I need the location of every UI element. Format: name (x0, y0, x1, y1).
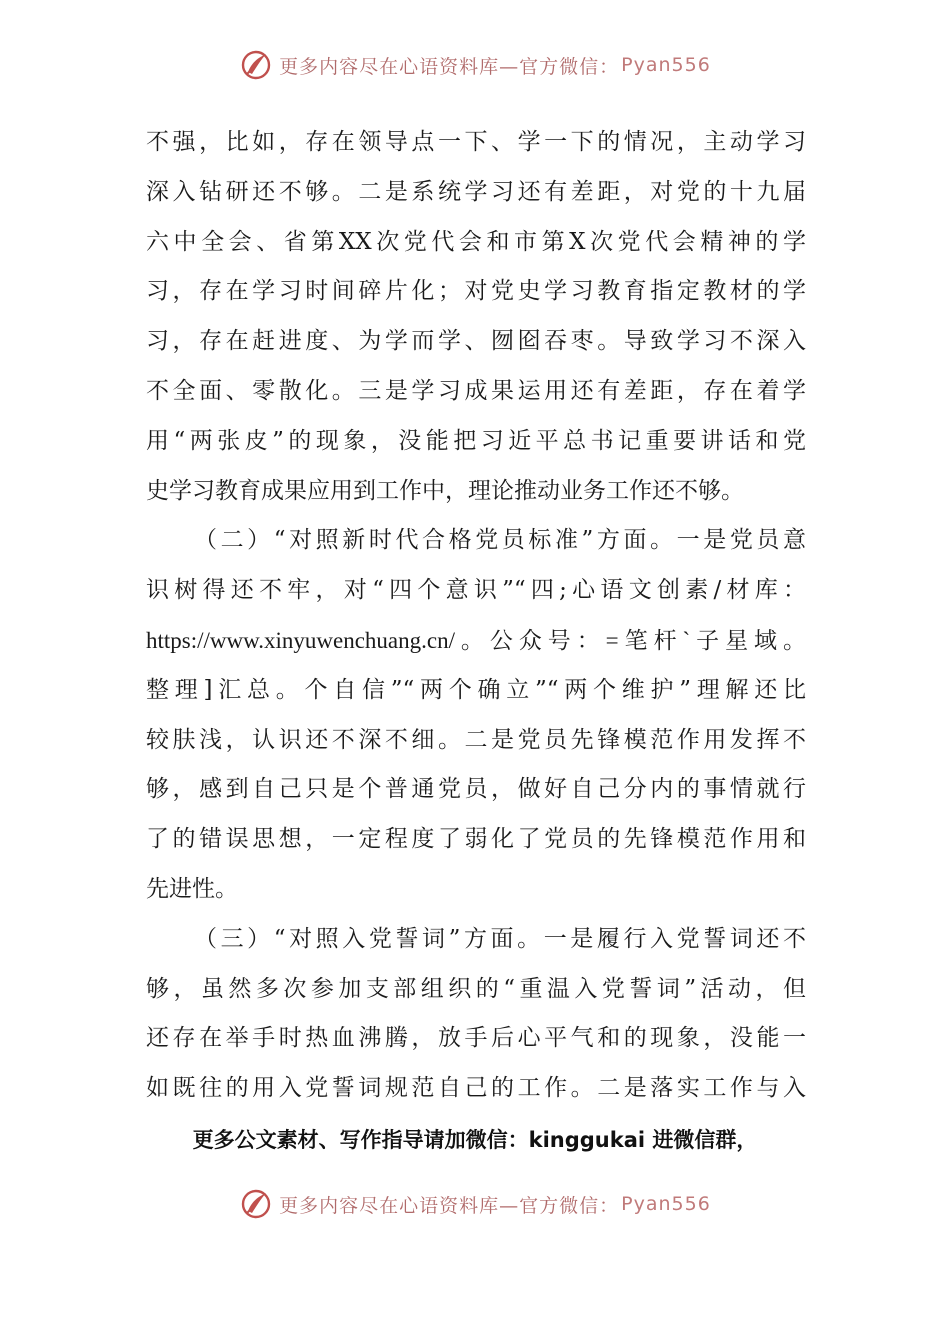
top-watermark (0, 54, 950, 88)
brand-logo-icon (239, 1187, 273, 1221)
text-line: 较肤浅，认识还不深不细。二是党员先锋模范作用发挥不 (146, 726, 806, 753)
text-line: 识树得还不牢，对“四个意识”“四;心语文创素/材库： (146, 577, 806, 604)
text-line: 还存在举手时热血沸腾，放手后心平气和的现象，没能一 (146, 1025, 806, 1052)
text-line: 习，存在学习时间碎片化；对党史学习教育指定教材的学 (146, 278, 806, 305)
brand-logo-icon (239, 48, 273, 82)
section-heading-line: （三）“对照入党誓词”方面。一是履行入党誓词还不 (194, 925, 806, 952)
section-heading-line: （二）“对照新时代合格党员标准”方面。一是党员意 (194, 527, 806, 554)
text-line: 习，存在赶进度、为学而学、囫囵吞枣。导致学习不深入 (146, 328, 806, 355)
text-line: 深入钻研还不够。二是系统学习还有差距，对党的十九届 (146, 178, 806, 205)
document-body (146, 118, 806, 1114)
text-line: 史学习教育成果应用到工作中，理论推动业务工作还不够。 (146, 477, 744, 504)
watermark-text: 更多内容尽在心语资料库—官方微信： (279, 55, 620, 78)
watermark-wechat-id: Pyan556 (621, 54, 711, 76)
bottom-watermark (0, 1186, 950, 1222)
text-line: 整理]汇总。个自信”“两个确立”“两个维护”理解还比 (146, 676, 806, 703)
text-line-url: https://www.xinyuwenchuang.cn/。公众号：=笔杆`子星域。 (146, 627, 806, 653)
text-line: 够，虽然多次参加支部组织的“重温入党誓词”活动，但 (146, 975, 806, 1002)
text-line: 用“两张皮”的现象，没能把习近平总书记重要讲话和党 (146, 427, 806, 454)
text-line: 六中全会、省第XX次党代会和市第X次党代会精神的学 (146, 228, 806, 255)
text-line: 先进性。 (146, 875, 238, 902)
text-line: 如既往的用入党誓词规范自己的工作。二是落实工作与入 (146, 1075, 806, 1102)
watermark-wechat-id: Pyan556 (621, 1193, 711, 1215)
watermark-text: 更多内容尽在心语资料库—官方微信： (279, 1194, 620, 1217)
text-line: 不强，比如，存在领导点一下、学一下的情况，主动学习 (146, 129, 806, 155)
text-line: 不全面、零散化。三是学习成果运用还有差距，存在着学 (146, 377, 806, 404)
text-line: 了的错误思想，一定程度了弱化了党员的先锋模范作用和 (146, 826, 806, 853)
footer-promo-text: 更多公文素材、写作指导请加微信：kinggukai 进微信群， (192, 1128, 758, 1152)
text-line: 够，感到自己只是个普通党员，做好自己分内的事情就行 (146, 776, 806, 803)
